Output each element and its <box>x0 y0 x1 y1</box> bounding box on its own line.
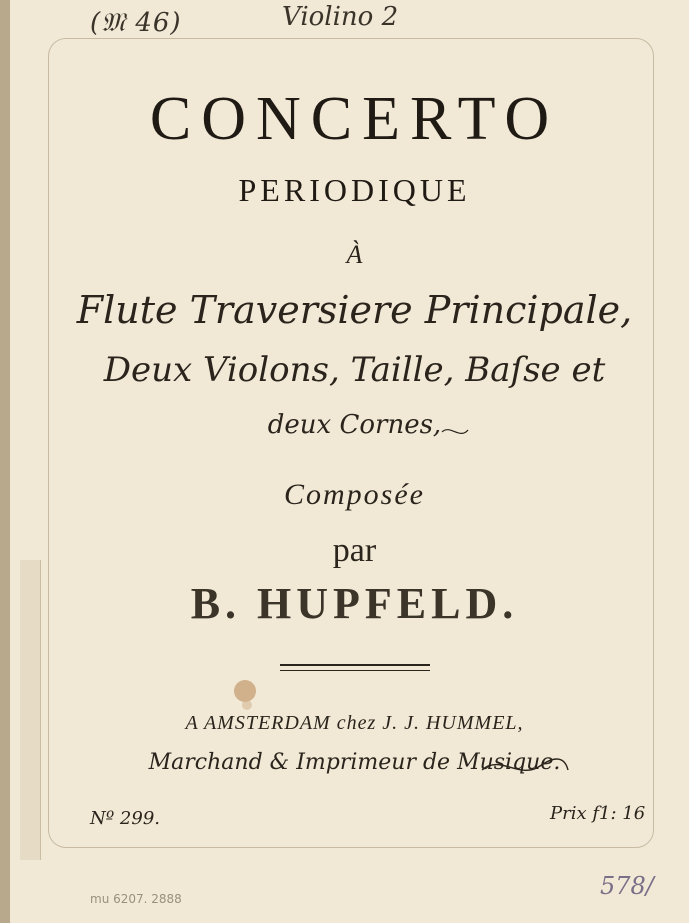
flourish-ornament <box>480 752 570 782</box>
catalog-annotation: 578/ <box>600 872 654 900</box>
instrumentation-line-3: deux Cornes, <box>267 410 442 440</box>
inventory-stamp: mu 6207. 2888 <box>90 892 182 906</box>
instrumentation-line-1: Flute Traversiere Principale, <box>76 288 633 332</box>
ink-stain <box>234 680 256 702</box>
publisher-imprint: A AMSTERDAM chez J. J. HUMMEL, <box>185 712 524 734</box>
part-annotation: Violino 2 <box>282 2 399 32</box>
price: Prix f1: 16 <box>550 803 646 824</box>
shelfmark-annotation: (𝔐 46) <box>90 8 182 38</box>
composee-label: Composée <box>284 478 425 511</box>
double-rule-top <box>280 664 430 666</box>
flourish-ornament-small <box>440 422 470 442</box>
ink-stain-small <box>242 700 252 710</box>
preposition-a: À <box>346 240 363 269</box>
main-title: CONCERTO <box>149 85 560 153</box>
subtitle: PERIODIQUE <box>238 172 471 208</box>
par-label: par <box>332 532 377 569</box>
composer-name: B. HUPFELD. <box>190 579 519 628</box>
instrumentation-line-2: Deux Violons, Taille, Baſse et <box>103 350 606 390</box>
double-rule-bottom <box>280 670 430 671</box>
plate-number: Nº 299. <box>90 808 161 829</box>
publisher-description: Marchand & Imprimeur de Musique. <box>148 750 561 775</box>
